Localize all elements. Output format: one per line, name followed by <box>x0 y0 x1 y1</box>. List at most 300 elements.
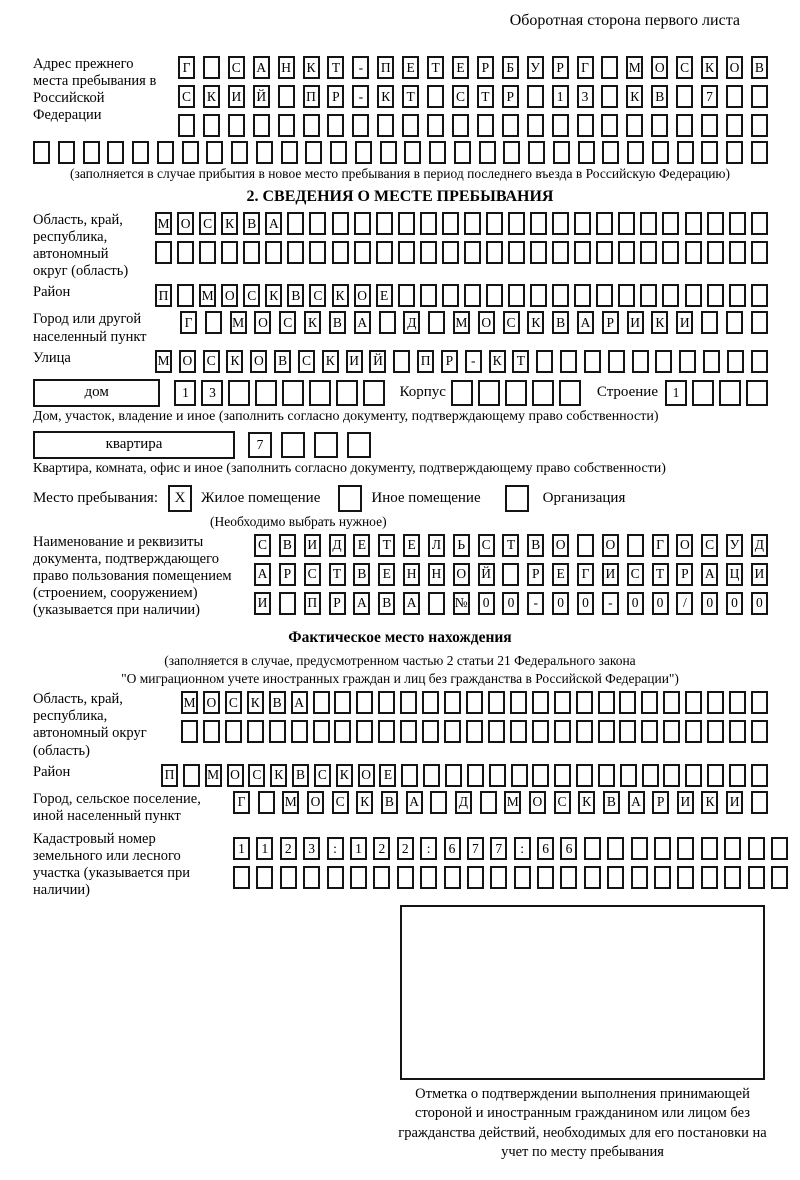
char-cell[interactable] <box>479 141 496 164</box>
char-cell[interactable]: - <box>602 592 619 615</box>
char-cell[interactable]: В <box>603 791 620 814</box>
char-cell[interactable] <box>309 380 331 406</box>
char-cell[interactable]: 0 <box>751 592 768 615</box>
char-cell[interactable] <box>576 764 593 787</box>
char-cell[interactable] <box>503 141 520 164</box>
char-cell[interactable] <box>771 866 788 889</box>
char-cell[interactable] <box>536 350 553 373</box>
char-cell[interactable] <box>748 866 765 889</box>
char-cell[interactable] <box>552 114 569 137</box>
char-cell[interactable]: В <box>651 85 668 108</box>
char-cell[interactable] <box>640 284 657 307</box>
char-cell[interactable] <box>107 141 124 164</box>
char-cell[interactable]: 2 <box>280 837 297 860</box>
char-cell[interactable]: Б <box>502 56 519 79</box>
char-cell[interactable]: А <box>265 212 282 235</box>
char-cell[interactable] <box>58 141 75 164</box>
char-cell[interactable] <box>602 141 619 164</box>
char-cell[interactable] <box>532 380 554 406</box>
char-cell[interactable]: Р <box>477 56 494 79</box>
char-cell[interactable] <box>751 212 768 235</box>
char-cell[interactable] <box>400 720 417 743</box>
char-cell[interactable]: С <box>199 212 216 235</box>
char-cell[interactable] <box>314 432 338 458</box>
char-cell[interactable] <box>258 791 275 814</box>
char-cell[interactable]: П <box>377 56 394 79</box>
char-cell[interactable] <box>641 720 658 743</box>
char-cell[interactable]: 1 <box>233 837 250 860</box>
char-cell[interactable] <box>477 114 494 137</box>
char-cell[interactable]: Г <box>180 311 197 334</box>
char-cell[interactable]: Г <box>652 534 669 557</box>
char-cell[interactable]: Д <box>329 534 346 557</box>
char-cell[interactable]: Ц <box>726 563 743 586</box>
char-cell[interactable] <box>508 284 525 307</box>
char-cell[interactable]: Т <box>329 563 346 586</box>
char-cell[interactable] <box>376 212 393 235</box>
char-cell[interactable]: И <box>304 534 321 557</box>
checkbox-residential[interactable]: X <box>168 485 192 512</box>
char-cell[interactable] <box>309 241 326 264</box>
char-cell[interactable] <box>221 241 238 264</box>
char-cell[interactable] <box>552 241 569 264</box>
char-cell[interactable] <box>576 691 593 714</box>
char-cell[interactable]: А <box>253 56 270 79</box>
char-cell[interactable] <box>502 563 519 586</box>
char-cell[interactable]: А <box>406 791 423 814</box>
char-cell[interactable] <box>679 350 696 373</box>
char-cell[interactable]: Т <box>652 563 669 586</box>
char-cell[interactable] <box>356 720 373 743</box>
char-cell[interactable]: Р <box>441 350 458 373</box>
char-cell[interactable] <box>451 380 473 406</box>
char-cell[interactable] <box>771 837 788 860</box>
char-cell[interactable] <box>510 691 527 714</box>
char-cell[interactable]: С <box>478 534 495 557</box>
char-cell[interactable] <box>398 241 415 264</box>
char-cell[interactable] <box>726 114 743 137</box>
char-cell[interactable] <box>632 350 649 373</box>
char-cell[interactable] <box>305 141 322 164</box>
char-cell[interactable] <box>282 380 304 406</box>
char-cell[interactable] <box>330 141 347 164</box>
char-cell[interactable] <box>256 141 273 164</box>
char-cell[interactable] <box>598 720 615 743</box>
char-cell[interactable]: О <box>221 284 238 307</box>
char-cell[interactable] <box>502 114 519 137</box>
char-cell[interactable] <box>253 114 270 137</box>
char-cell[interactable] <box>559 380 581 406</box>
char-cell[interactable]: М <box>282 791 299 814</box>
char-cell[interactable] <box>287 241 304 264</box>
char-cell[interactable] <box>685 212 702 235</box>
char-cell[interactable] <box>578 141 595 164</box>
char-cell[interactable] <box>560 350 577 373</box>
char-cell[interactable] <box>278 85 295 108</box>
char-cell[interactable]: Д <box>403 311 420 334</box>
char-cell[interactable]: В <box>353 563 370 586</box>
char-cell[interactable]: С <box>314 764 331 787</box>
char-cell[interactable]: А <box>354 311 371 334</box>
char-cell[interactable]: : <box>514 837 531 860</box>
char-cell[interactable] <box>478 380 500 406</box>
char-cell[interactable] <box>554 691 571 714</box>
char-cell[interactable]: Й <box>369 350 386 373</box>
char-cell[interactable] <box>355 141 372 164</box>
char-cell[interactable]: 1 <box>174 380 196 406</box>
char-cell[interactable]: М <box>626 56 643 79</box>
char-cell[interactable] <box>363 380 385 406</box>
char-cell[interactable]: К <box>701 791 718 814</box>
char-cell[interactable] <box>490 866 507 889</box>
char-cell[interactable] <box>576 720 593 743</box>
char-cell[interactable]: 3 <box>577 85 594 108</box>
char-cell[interactable]: 0 <box>552 592 569 615</box>
char-cell[interactable]: Р <box>279 563 296 586</box>
char-cell[interactable]: 2 <box>373 837 390 860</box>
char-cell[interactable] <box>203 56 220 79</box>
char-cell[interactable] <box>488 720 505 743</box>
char-cell[interactable] <box>332 212 349 235</box>
char-cell[interactable]: П <box>303 85 320 108</box>
char-cell[interactable] <box>488 691 505 714</box>
char-cell[interactable] <box>508 241 525 264</box>
char-cell[interactable]: И <box>676 311 693 334</box>
char-cell[interactable] <box>393 350 410 373</box>
char-cell[interactable] <box>486 212 503 235</box>
char-cell[interactable]: В <box>329 311 346 334</box>
char-cell[interactable]: 7 <box>490 837 507 860</box>
char-cell[interactable] <box>334 720 351 743</box>
char-cell[interactable] <box>654 837 671 860</box>
char-cell[interactable] <box>400 691 417 714</box>
char-cell[interactable] <box>560 866 577 889</box>
char-cell[interactable]: О <box>676 534 693 557</box>
char-cell[interactable] <box>486 284 503 307</box>
char-cell[interactable]: А <box>353 592 370 615</box>
char-cell[interactable] <box>467 764 484 787</box>
char-cell[interactable]: Н <box>278 56 295 79</box>
char-cell[interactable]: О <box>651 56 668 79</box>
char-cell[interactable] <box>537 866 554 889</box>
char-cell[interactable] <box>256 866 273 889</box>
char-cell[interactable]: 3 <box>303 837 320 860</box>
char-cell[interactable] <box>662 284 679 307</box>
char-cell[interactable]: М <box>453 311 470 334</box>
char-cell[interactable]: В <box>274 350 291 373</box>
char-cell[interactable] <box>601 114 618 137</box>
char-cell[interactable]: К <box>377 85 394 108</box>
char-cell[interactable] <box>377 114 394 137</box>
char-cell[interactable]: Н <box>428 563 445 586</box>
char-cell[interactable] <box>303 114 320 137</box>
char-cell[interactable]: Г <box>233 791 250 814</box>
char-cell[interactable]: С <box>332 791 349 814</box>
char-cell[interactable] <box>596 284 613 307</box>
char-cell[interactable]: О <box>254 311 271 334</box>
char-cell[interactable] <box>422 720 439 743</box>
char-cell[interactable]: О <box>529 791 546 814</box>
char-cell[interactable] <box>228 114 245 137</box>
char-cell[interactable]: Й <box>478 563 495 586</box>
char-cell[interactable] <box>631 866 648 889</box>
char-cell[interactable] <box>619 720 636 743</box>
char-cell[interactable] <box>279 592 296 615</box>
char-cell[interactable]: С <box>279 311 296 334</box>
char-cell[interactable] <box>746 380 768 406</box>
char-cell[interactable] <box>464 284 481 307</box>
char-cell[interactable] <box>640 241 657 264</box>
char-cell[interactable] <box>751 791 768 814</box>
char-cell[interactable]: А <box>291 691 308 714</box>
char-cell[interactable] <box>701 114 718 137</box>
char-cell[interactable]: И <box>228 85 245 108</box>
char-cell[interactable] <box>652 141 669 164</box>
char-cell[interactable]: А <box>628 791 645 814</box>
char-cell[interactable]: К <box>651 311 668 334</box>
char-cell[interactable]: К <box>626 85 643 108</box>
char-cell[interactable]: С <box>304 563 321 586</box>
char-cell[interactable]: Р <box>652 791 669 814</box>
char-cell[interactable] <box>508 212 525 235</box>
char-cell[interactable] <box>729 241 746 264</box>
char-cell[interactable]: / <box>676 592 693 615</box>
char-cell[interactable] <box>466 720 483 743</box>
char-cell[interactable] <box>281 432 305 458</box>
char-cell[interactable]: О <box>478 311 495 334</box>
char-cell[interactable] <box>442 212 459 235</box>
char-cell[interactable] <box>269 720 286 743</box>
char-cell[interactable] <box>182 141 199 164</box>
char-cell[interactable]: 3 <box>201 380 223 406</box>
char-cell[interactable]: 7 <box>701 85 718 108</box>
char-cell[interactable] <box>255 380 277 406</box>
char-cell[interactable] <box>574 284 591 307</box>
char-cell[interactable]: И <box>254 592 271 615</box>
char-cell[interactable] <box>444 866 461 889</box>
char-cell[interactable]: У <box>726 534 743 557</box>
char-cell[interactable]: Н <box>403 563 420 586</box>
char-cell[interactable]: О <box>602 534 619 557</box>
char-cell[interactable]: С <box>254 534 271 557</box>
char-cell[interactable]: Р <box>552 56 569 79</box>
char-cell[interactable] <box>178 114 195 137</box>
char-cell[interactable]: К <box>356 791 373 814</box>
char-cell[interactable] <box>527 85 544 108</box>
char-cell[interactable]: О <box>250 350 267 373</box>
char-cell[interactable]: В <box>378 592 395 615</box>
char-cell[interactable] <box>751 691 768 714</box>
char-cell[interactable] <box>552 212 569 235</box>
char-cell[interactable]: А <box>577 311 594 334</box>
char-cell[interactable]: И <box>751 563 768 586</box>
char-cell[interactable] <box>663 764 680 787</box>
char-cell[interactable] <box>554 720 571 743</box>
char-cell[interactable] <box>489 764 506 787</box>
char-cell[interactable]: 2 <box>397 837 414 860</box>
char-cell[interactable]: О <box>453 563 470 586</box>
char-cell[interactable] <box>584 837 601 860</box>
char-cell[interactable] <box>83 141 100 164</box>
char-cell[interactable]: Л <box>428 534 445 557</box>
char-cell[interactable] <box>442 241 459 264</box>
char-cell[interactable] <box>225 720 242 743</box>
char-cell[interactable] <box>701 866 718 889</box>
char-cell[interactable] <box>685 241 702 264</box>
char-cell[interactable] <box>309 212 326 235</box>
char-cell[interactable]: Г <box>577 563 594 586</box>
char-cell[interactable]: 1 <box>256 837 273 860</box>
char-cell[interactable]: Е <box>379 764 396 787</box>
char-cell[interactable] <box>530 212 547 235</box>
char-cell[interactable]: В <box>243 212 260 235</box>
char-cell[interactable] <box>510 720 527 743</box>
char-cell[interactable]: 0 <box>701 592 718 615</box>
char-cell[interactable] <box>514 866 531 889</box>
char-cell[interactable]: Д <box>455 791 472 814</box>
char-cell[interactable]: О <box>552 534 569 557</box>
char-cell[interactable]: И <box>726 791 743 814</box>
char-cell[interactable]: К <box>221 212 238 235</box>
char-cell[interactable] <box>402 114 419 137</box>
char-cell[interactable] <box>287 212 304 235</box>
char-cell[interactable] <box>574 241 591 264</box>
char-cell[interactable] <box>627 141 644 164</box>
char-cell[interactable] <box>751 85 768 108</box>
char-cell[interactable]: Т <box>378 534 395 557</box>
char-cell[interactable] <box>352 114 369 137</box>
char-cell[interactable] <box>751 311 768 334</box>
char-cell[interactable]: 0 <box>726 592 743 615</box>
char-cell[interactable] <box>327 114 344 137</box>
char-cell[interactable] <box>618 241 635 264</box>
char-cell[interactable]: Г <box>178 56 195 79</box>
char-cell[interactable] <box>724 837 741 860</box>
char-cell[interactable]: Р <box>327 85 344 108</box>
char-cell[interactable] <box>404 141 421 164</box>
char-cell[interactable]: К <box>270 764 287 787</box>
char-cell[interactable] <box>677 866 694 889</box>
char-cell[interactable] <box>228 380 250 406</box>
char-cell[interactable] <box>398 212 415 235</box>
char-cell[interactable]: К <box>489 350 506 373</box>
char-cell[interactable]: С <box>627 563 644 586</box>
char-cell[interactable] <box>452 114 469 137</box>
char-cell[interactable]: Е <box>376 284 393 307</box>
char-cell[interactable] <box>707 720 724 743</box>
char-cell[interactable] <box>751 284 768 307</box>
char-cell[interactable] <box>748 837 765 860</box>
char-cell[interactable]: П <box>155 284 172 307</box>
char-cell[interactable] <box>751 141 768 164</box>
char-cell[interactable] <box>442 284 459 307</box>
char-cell[interactable] <box>707 212 724 235</box>
char-cell[interactable]: К <box>336 764 353 787</box>
char-cell[interactable] <box>584 350 601 373</box>
char-cell[interactable] <box>327 866 344 889</box>
char-cell[interactable] <box>598 691 615 714</box>
char-cell[interactable] <box>685 691 702 714</box>
char-cell[interactable]: О <box>227 764 244 787</box>
char-cell[interactable] <box>726 141 743 164</box>
char-cell[interactable] <box>662 212 679 235</box>
char-cell[interactable] <box>291 720 308 743</box>
char-cell[interactable] <box>378 720 395 743</box>
char-cell[interactable]: С <box>248 764 265 787</box>
char-cell[interactable]: - <box>465 350 482 373</box>
char-cell[interactable] <box>445 764 462 787</box>
char-cell[interactable]: К <box>527 311 544 334</box>
char-cell[interactable] <box>654 866 671 889</box>
char-cell[interactable] <box>354 241 371 264</box>
char-cell[interactable]: О <box>203 691 220 714</box>
char-cell[interactable]: - <box>352 85 369 108</box>
char-cell[interactable] <box>677 141 694 164</box>
char-cell[interactable] <box>334 691 351 714</box>
char-cell[interactable]: Р <box>527 563 544 586</box>
char-cell[interactable] <box>532 691 549 714</box>
char-cell[interactable] <box>596 241 613 264</box>
char-cell[interactable] <box>177 284 194 307</box>
char-cell[interactable] <box>278 114 295 137</box>
char-cell[interactable] <box>729 764 746 787</box>
char-cell[interactable]: Г <box>577 56 594 79</box>
char-cell[interactable]: К <box>303 56 320 79</box>
char-cell[interactable] <box>751 241 768 264</box>
char-cell[interactable]: М <box>230 311 247 334</box>
char-cell[interactable]: С <box>676 56 693 79</box>
char-cell[interactable]: С <box>554 791 571 814</box>
char-cell[interactable]: М <box>181 691 198 714</box>
char-cell[interactable]: 7 <box>467 837 484 860</box>
char-cell[interactable] <box>530 284 547 307</box>
char-cell[interactable] <box>631 837 648 860</box>
char-cell[interactable]: 1 <box>552 85 569 108</box>
char-cell[interactable] <box>584 866 601 889</box>
char-cell[interactable] <box>420 241 437 264</box>
char-cell[interactable] <box>205 311 222 334</box>
char-cell[interactable] <box>751 350 768 373</box>
char-cell[interactable]: И <box>602 563 619 586</box>
char-cell[interactable]: Т <box>427 56 444 79</box>
char-cell[interactable]: П <box>161 764 178 787</box>
char-cell[interactable]: В <box>527 534 544 557</box>
char-cell[interactable] <box>376 241 393 264</box>
char-cell[interactable]: В <box>381 791 398 814</box>
char-cell[interactable] <box>203 720 220 743</box>
char-cell[interactable] <box>607 837 624 860</box>
char-cell[interactable]: : <box>420 837 437 860</box>
char-cell[interactable] <box>265 241 282 264</box>
char-cell[interactable]: Д <box>751 534 768 557</box>
char-cell[interactable]: В <box>269 691 286 714</box>
char-cell[interactable] <box>528 141 545 164</box>
char-cell[interactable] <box>692 380 714 406</box>
char-cell[interactable] <box>701 311 718 334</box>
char-cell[interactable] <box>183 764 200 787</box>
char-cell[interactable] <box>601 56 618 79</box>
char-cell[interactable] <box>685 284 702 307</box>
char-cell[interactable]: А <box>403 592 420 615</box>
char-cell[interactable]: М <box>199 284 216 307</box>
char-cell[interactable]: О <box>307 791 324 814</box>
char-cell[interactable]: Е <box>452 56 469 79</box>
char-cell[interactable] <box>642 764 659 787</box>
char-cell[interactable] <box>350 866 367 889</box>
char-cell[interactable]: И <box>627 311 644 334</box>
char-cell[interactable]: Й <box>253 85 270 108</box>
char-cell[interactable] <box>177 241 194 264</box>
